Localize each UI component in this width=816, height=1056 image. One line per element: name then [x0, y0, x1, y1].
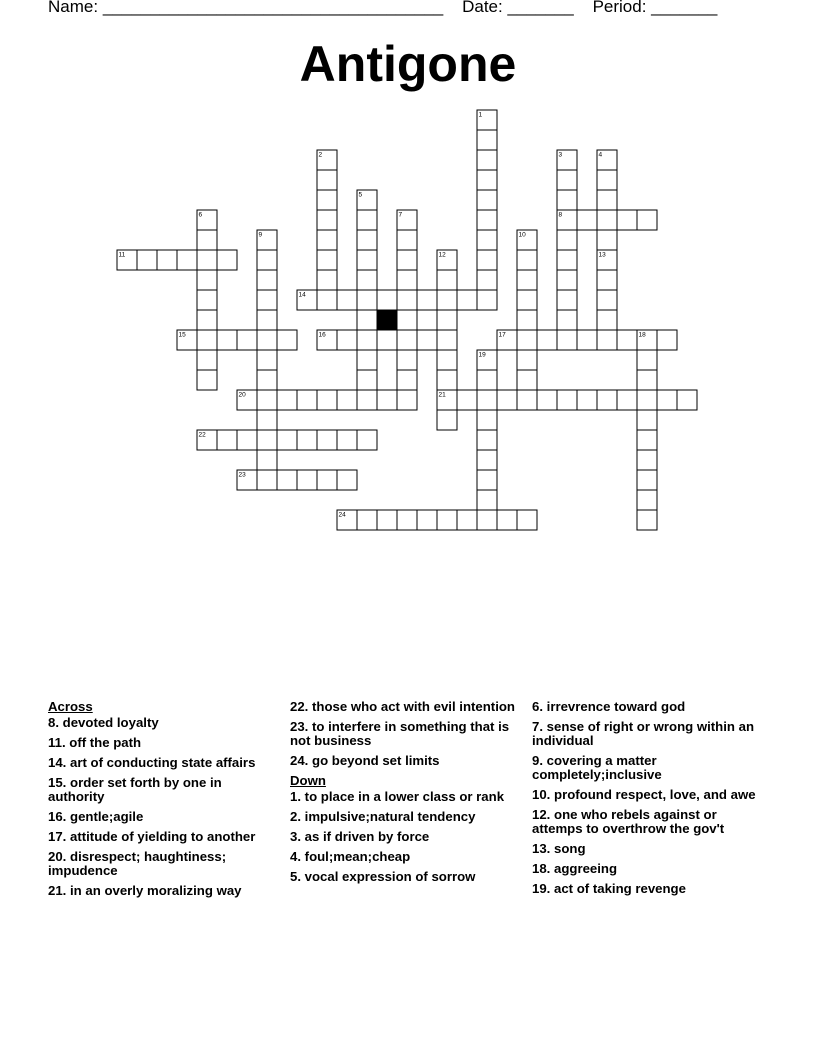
clue-down-4: 4. foul;mean;cheap	[290, 849, 411, 864]
grid-cell[interactable]	[637, 510, 657, 530]
grid-cell[interactable]	[357, 390, 377, 410]
grid-cell[interactable]	[557, 290, 577, 310]
grid-cell[interactable]	[517, 310, 537, 330]
grid-cell[interactable]	[417, 510, 437, 530]
grid-cell[interactable]	[297, 390, 317, 410]
grid-cell[interactable]	[257, 410, 277, 430]
grid-cell[interactable]	[377, 510, 397, 530]
date-blank[interactable]: _______	[507, 0, 574, 16]
grid-cell[interactable]	[577, 210, 597, 230]
grid-cell[interactable]	[477, 290, 497, 310]
down-heading: Down	[290, 773, 326, 788]
clue-across-24: 24. go beyond set limits	[290, 753, 440, 768]
grid-cell[interactable]	[597, 170, 617, 190]
grid-cell[interactable]	[677, 390, 697, 410]
grid-cell[interactable]	[317, 270, 337, 290]
grid-cell[interactable]	[437, 290, 457, 310]
grid-cell[interactable]	[397, 390, 417, 410]
grid-cell[interactable]	[217, 430, 237, 450]
grid-cell[interactable]	[437, 310, 457, 330]
clue-down-5: 5. vocal expression of sorrow	[290, 869, 476, 884]
grid-cell[interactable]	[277, 430, 297, 450]
grid-cell[interactable]	[257, 350, 277, 370]
grid-cell[interactable]	[397, 510, 417, 530]
grid-cell[interactable]	[517, 250, 537, 270]
grid-cell[interactable]	[557, 190, 577, 210]
grid-cell[interactable]	[417, 330, 437, 350]
grid-cell[interactable]	[317, 470, 337, 490]
clues-column-2	[290, 700, 522, 890]
grid-cell[interactable]	[357, 270, 377, 290]
grid-cell[interactable]	[497, 510, 517, 530]
grid-cell[interactable]	[357, 210, 377, 230]
grid-cell[interactable]	[477, 250, 497, 270]
grid-cell[interactable]	[437, 350, 457, 370]
clue-down-19: 19. act of taking revenge	[532, 881, 686, 896]
grid-cell[interactable]	[197, 270, 217, 290]
period-blank[interactable]: _______	[651, 0, 718, 16]
cell-number: 18	[638, 331, 646, 339]
grid-cell[interactable]	[357, 310, 377, 330]
clue-across-23: 23. to interfere in something that is not business	[290, 719, 510, 748]
grid-cell[interactable]	[517, 270, 537, 290]
grid-cell[interactable]	[337, 430, 357, 450]
grid-cell[interactable]	[257, 310, 277, 330]
grid-cell[interactable]	[457, 510, 477, 530]
clue-down-2: 2. impulsive;natural tendency	[290, 809, 476, 824]
grid-cell[interactable]	[597, 230, 617, 250]
grid-cell[interactable]	[337, 470, 357, 490]
grid-cell[interactable]	[197, 370, 217, 390]
grid-cell[interactable]	[337, 330, 357, 350]
clue-down-10: 10. profound respect, love, and awe	[532, 787, 756, 802]
grid-cell[interactable]	[397, 350, 417, 370]
grid-cell[interactable]	[557, 330, 577, 350]
name-label: Name:	[48, 0, 99, 16]
grid-cell[interactable]	[397, 250, 417, 270]
grid-cell[interactable]	[397, 230, 417, 250]
grid-cell[interactable]	[597, 190, 617, 210]
grid-cell[interactable]	[197, 350, 217, 370]
grid-cell[interactable]	[257, 450, 277, 470]
grid-cell[interactable]	[477, 150, 497, 170]
grid-cell[interactable]	[377, 390, 397, 410]
grid-cell[interactable]	[557, 170, 577, 190]
grid-cell[interactable]	[637, 430, 657, 450]
cell-number: 17	[498, 331, 506, 339]
grid-cell[interactable]	[657, 330, 677, 350]
clue-down-7: 7. sense of right or wrong within an individual	[532, 719, 755, 748]
grid-cell[interactable]	[637, 490, 657, 510]
grid-cell[interactable]	[517, 350, 537, 370]
clues-column-3	[532, 700, 768, 902]
grid-cell[interactable]	[257, 390, 277, 410]
grid-cell[interactable]	[557, 310, 577, 330]
cell-number: 13	[598, 251, 606, 259]
grid-cell[interactable]	[457, 390, 477, 410]
grid-cell[interactable]	[477, 510, 497, 530]
grid-cell[interactable]	[237, 330, 257, 350]
grid-cell[interactable]	[597, 210, 617, 230]
cell-number: 3	[558, 151, 563, 159]
grid-cell[interactable]	[517, 370, 537, 390]
grid-cell[interactable]	[437, 510, 457, 530]
grid-cell[interactable]	[517, 290, 537, 310]
cell-number: 20	[238, 391, 246, 399]
grid-cell[interactable]	[477, 410, 497, 430]
cell-number: 9	[258, 231, 263, 239]
grid-cell[interactable]	[637, 410, 657, 430]
clue-down-13: 13. song	[532, 841, 586, 856]
clue-across-17: 17. attitude of yielding to another	[48, 829, 256, 844]
grid-cell[interactable]	[317, 230, 337, 250]
grid-cell[interactable]	[557, 270, 577, 290]
grid-cell[interactable]	[617, 210, 637, 230]
grid-cell[interactable]	[317, 390, 337, 410]
grid-cell[interactable]	[377, 330, 397, 350]
grid-cell[interactable]	[277, 330, 297, 350]
grid-cell[interactable]	[637, 390, 657, 410]
cell-number: 5	[358, 191, 363, 199]
grid-cell[interactable]	[597, 290, 617, 310]
grid-cell[interactable]	[617, 390, 637, 410]
grid-cell[interactable]	[357, 330, 377, 350]
across-heading: Across	[48, 699, 93, 714]
grid-cell[interactable]	[477, 130, 497, 150]
grid-cell[interactable]	[197, 330, 217, 350]
grid-cell[interactable]	[357, 230, 377, 250]
black-cell	[377, 310, 397, 330]
name-blank[interactable]: ____________________________________	[102, 0, 444, 16]
cell-number: 2	[318, 151, 323, 159]
grid-cell[interactable]	[577, 330, 597, 350]
grid-cell[interactable]	[397, 290, 417, 310]
clue-across-22: 22. those who act with evil intention	[290, 699, 515, 714]
grid-cell[interactable]	[277, 470, 297, 490]
grid-cell[interactable]	[177, 250, 197, 270]
clue-down-9: 9. covering a matter completely;inclusive	[532, 753, 662, 782]
cell-number: 7	[398, 211, 403, 219]
grid-cell[interactable]	[317, 210, 337, 230]
grid-cell[interactable]	[477, 270, 497, 290]
clue-across-16: 16. gentle;agile	[48, 809, 144, 824]
cell-number: 11	[118, 251, 126, 259]
clue-down-1: 1. to place in a lower class or rank	[290, 789, 505, 804]
grid-cell[interactable]	[197, 250, 217, 270]
grid-cell[interactable]	[477, 490, 497, 510]
grid-cell[interactable]	[357, 510, 377, 530]
cell-number: 4	[598, 151, 603, 159]
grid-cell[interactable]	[397, 330, 417, 350]
grid-cell[interactable]	[457, 290, 477, 310]
cell-number: 22	[198, 431, 206, 439]
cell-number: 1	[478, 111, 483, 119]
grid-cell[interactable]	[577, 390, 597, 410]
grid-cell[interactable]	[477, 370, 497, 390]
grid-cell[interactable]	[197, 310, 217, 330]
grid-cell[interactable]	[537, 330, 557, 350]
grid-cell[interactable]	[657, 390, 677, 410]
clue-down-6: 6. irrevrence toward god	[532, 699, 686, 714]
cell-number: 10	[518, 231, 526, 239]
grid-cell[interactable]	[357, 250, 377, 270]
grid-cell[interactable]	[297, 430, 317, 450]
grid-cell[interactable]	[357, 430, 377, 450]
grid-cell[interactable]	[437, 330, 457, 350]
cell-number: 16	[318, 331, 326, 339]
grid-cell[interactable]	[637, 450, 657, 470]
grid-cell[interactable]	[437, 270, 457, 290]
grid-cell[interactable]	[357, 350, 377, 370]
grid-cell[interactable]	[317, 170, 337, 190]
page-title: Antigone	[299, 36, 517, 92]
clue-across-21: 21. in an overly moralizing way	[48, 883, 242, 898]
grid-cell[interactable]	[477, 470, 497, 490]
grid-cell[interactable]	[477, 450, 497, 470]
grid-cell[interactable]	[637, 210, 657, 230]
cell-number: 15	[178, 331, 186, 339]
grid-cell[interactable]	[417, 290, 437, 310]
clue-down-12: 12. one who rebels against or attemps to overthrow the gov't	[532, 807, 725, 836]
grid-cell[interactable]	[257, 370, 277, 390]
clue-down-3: 3. as if driven by force	[290, 829, 430, 844]
grid-cell[interactable]	[537, 390, 557, 410]
grid-cell[interactable]	[257, 470, 277, 490]
grid-cell[interactable]	[217, 330, 237, 350]
grid-cell[interactable]	[557, 250, 577, 270]
cell-number: 19	[478, 351, 486, 359]
cell-number: 12	[438, 251, 446, 259]
grid-cell[interactable]	[437, 410, 457, 430]
grid-cell[interactable]	[317, 190, 337, 210]
grid-cell[interactable]	[397, 310, 417, 330]
grid-cell[interactable]	[257, 270, 277, 290]
clue-across-20: 20. disrespect; haughtiness; impudence	[48, 849, 227, 878]
grid-cell[interactable]	[597, 310, 617, 330]
grid-cell[interactable]	[357, 370, 377, 390]
grid-cell[interactable]	[557, 230, 577, 250]
cell-number: 24	[338, 511, 346, 519]
clue-across-11: 11. off the path	[48, 735, 142, 750]
grid-cell[interactable]	[317, 290, 337, 310]
grid-cell[interactable]	[517, 390, 537, 410]
grid-cell[interactable]	[517, 510, 537, 530]
grid-cell[interactable]	[257, 330, 277, 350]
grid-cell[interactable]	[197, 230, 217, 250]
grid-cell[interactable]	[557, 390, 577, 410]
clue-across-15: 15. order set forth by one in authority	[48, 775, 222, 804]
grid-cell[interactable]	[477, 210, 497, 230]
cell-number: 23	[238, 471, 246, 479]
grid-cell[interactable]	[317, 430, 337, 450]
grid-cell[interactable]	[477, 170, 497, 190]
clue-down-18: 18. aggreeing	[532, 861, 618, 876]
grid-cell[interactable]	[357, 290, 377, 310]
grid-cell[interactable]	[597, 330, 617, 350]
grid-cell[interactable]	[337, 390, 357, 410]
period-label: Period:	[592, 0, 647, 16]
grid-cell[interactable]	[277, 390, 297, 410]
cell-number: 6	[198, 211, 203, 219]
cell-number: 8	[558, 211, 563, 219]
grid-cell[interactable]	[477, 230, 497, 250]
clue-across-14: 14. art of conducting state affairs	[48, 755, 256, 770]
clue-across-8: 8. devoted loyalty	[48, 715, 159, 730]
grid-cell[interactable]	[637, 370, 657, 390]
grid-cell[interactable]	[257, 430, 277, 450]
clues-column-1	[48, 700, 280, 904]
grid-cell[interactable]	[477, 190, 497, 210]
grid-cell[interactable]	[137, 250, 157, 270]
grid-cell[interactable]	[217, 250, 237, 270]
grid-cell[interactable]	[317, 250, 337, 270]
grid-cell[interactable]	[477, 390, 497, 410]
grid-cell[interactable]	[517, 330, 537, 350]
grid-cell[interactable]	[237, 430, 257, 450]
cell-number: 14	[298, 291, 306, 299]
grid-cell[interactable]	[397, 370, 417, 390]
grid-cell[interactable]	[337, 290, 357, 310]
grid-cell[interactable]	[257, 250, 277, 270]
date-label: Date:	[462, 0, 503, 16]
grid-cell[interactable]	[397, 270, 417, 290]
grid-cell[interactable]	[197, 290, 217, 310]
grid-cell[interactable]	[377, 290, 397, 310]
grid-cell[interactable]	[637, 470, 657, 490]
grid-cell[interactable]	[597, 390, 617, 410]
grid-cell[interactable]	[637, 350, 657, 370]
grid-cell[interactable]	[297, 470, 317, 490]
grid-cell[interactable]	[157, 250, 177, 270]
grid-cell[interactable]	[497, 390, 517, 410]
grid-cell[interactable]	[257, 290, 277, 310]
grid-cell[interactable]	[477, 430, 497, 450]
grid-cell[interactable]	[617, 330, 637, 350]
grid-cell[interactable]	[437, 370, 457, 390]
grid-cell[interactable]	[597, 270, 617, 290]
cell-number: 21	[438, 391, 446, 399]
